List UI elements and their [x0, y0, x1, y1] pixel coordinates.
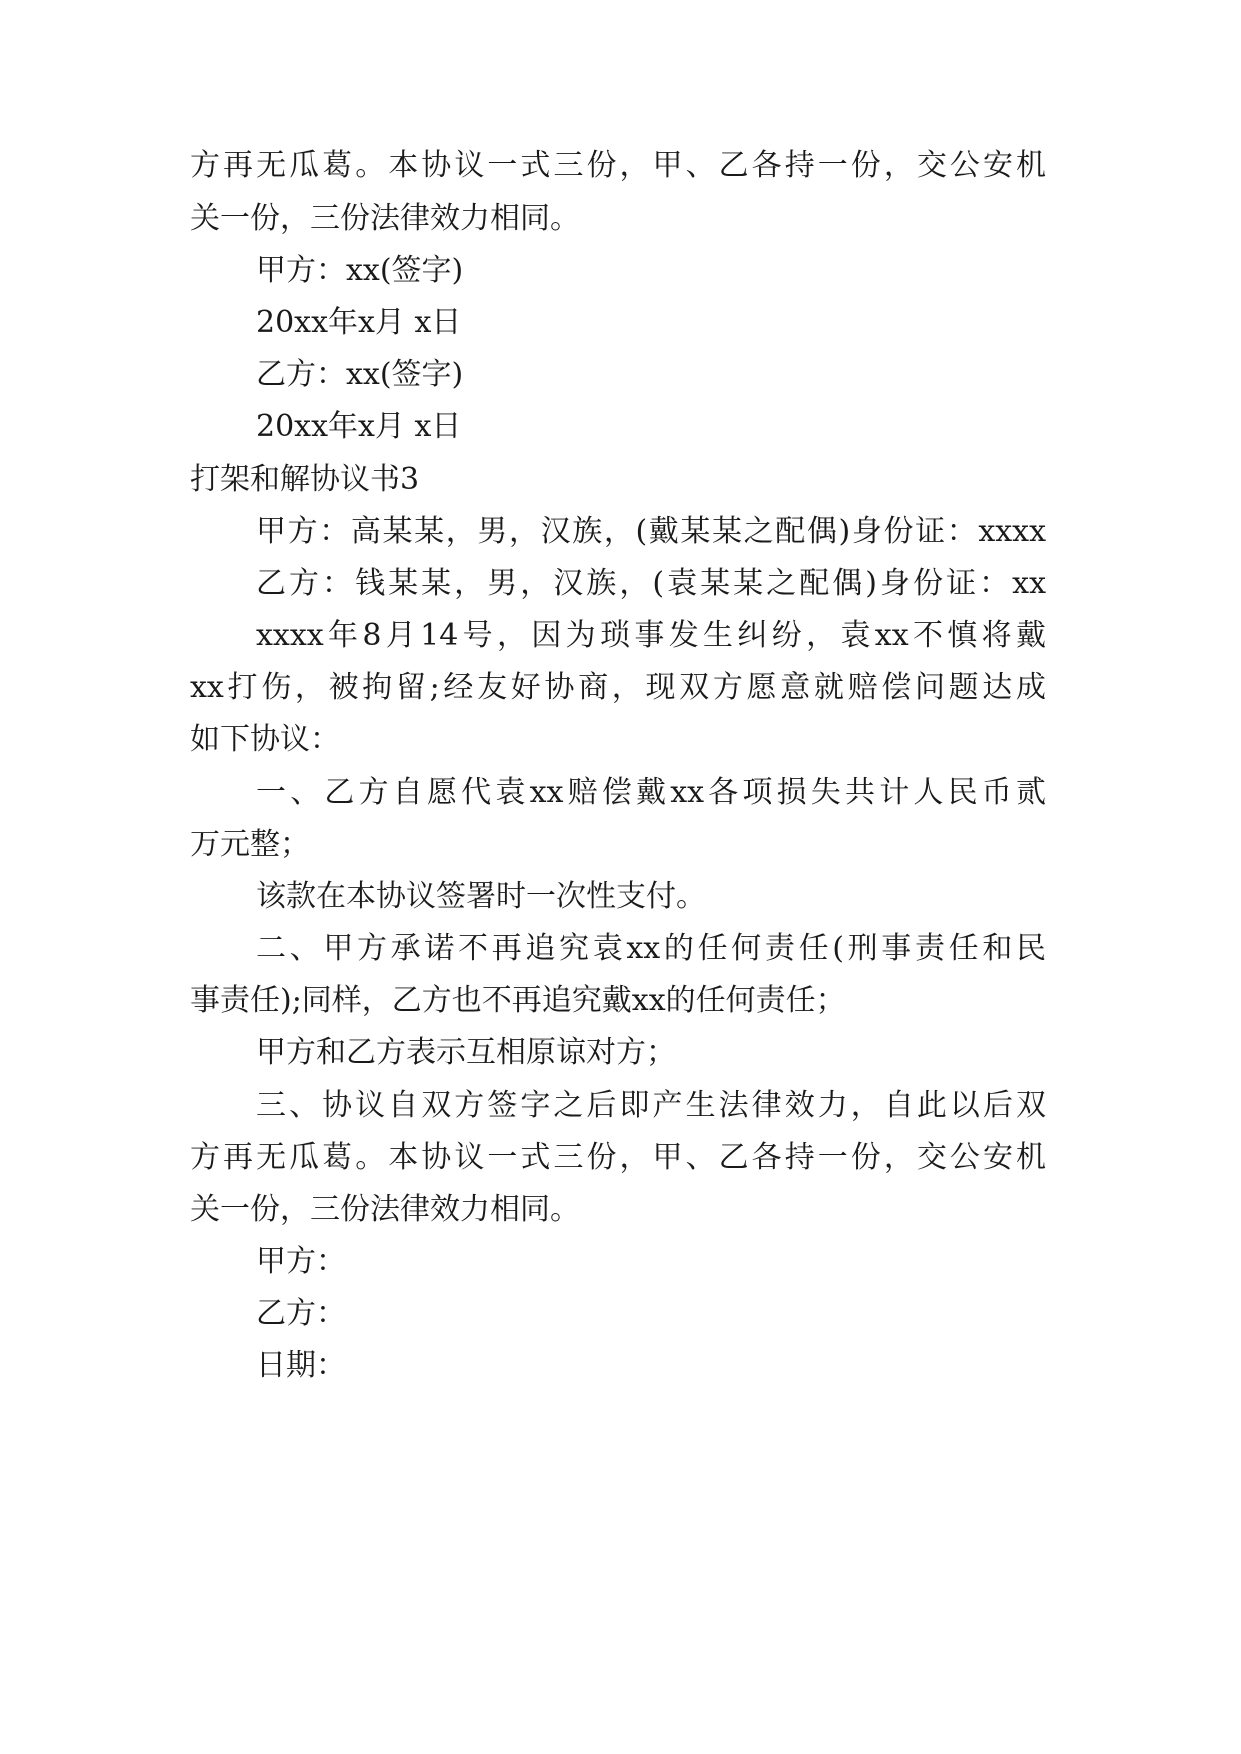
signature-label-party-a: 甲方： [256, 1244, 346, 1279]
text-line: 一、乙方自愿代袁xx赔偿戴xx各项损失共计人民币贰 [256, 775, 1046, 810]
text-line: 乙方：xx(签字) [256, 357, 464, 392]
text-line: xx打伤，被拘留;经友好协商，现双方愿意就赔偿问题达成 [190, 670, 1046, 705]
signature-label-party-b: 乙方： [256, 1296, 346, 1331]
text-line: 万元整； [190, 827, 310, 862]
text-line: 甲方：高某某，男，汉族，(戴某某之配偶)身份证：xxxx [256, 514, 1046, 549]
text-line: 事责任);同样，乙方也不再追究戴xx的任何责任； [190, 983, 846, 1018]
section-heading: 打架和解协议书3 [190, 462, 420, 497]
date-label: 日期： [256, 1348, 346, 1383]
text-line: 20xx年x月 x日 [256, 305, 462, 340]
text-line: 该款在本协议签署时一次性支付。 [256, 879, 706, 914]
text-line: 方再无瓜葛。本协议一式三份，甲、乙各持一份，交公安机 [190, 148, 1046, 183]
text-line: xxxx年8月14号，因为琐事发生纠纷，袁xx不慎将戴 [256, 618, 1046, 653]
text-line: 乙方：钱某某，男，汉族，(袁某某之配偶)身份证：xx [256, 566, 1046, 601]
text-line: 方再无瓜葛。本协议一式三份，甲、乙各持一份，交公安机 [190, 1140, 1046, 1175]
text-line: 二、甲方承诺不再追究袁xx的任何责任(刑事责任和民 [256, 931, 1046, 966]
text-line: 关一份，三份法律效力相同。 [190, 1192, 580, 1227]
text-line: 甲方和乙方表示互相原谅对方； [256, 1035, 676, 1070]
text-line: 关一份，三份法律效力相同。 [190, 201, 580, 236]
text-line: 甲方：xx(签字) [256, 253, 464, 288]
text-line: 如下协议： [190, 722, 340, 757]
text-line: 20xx年x月 x日 [256, 409, 462, 444]
text-line: 三、协议自双方签字之后即产生法律效力，自此以后双 [256, 1088, 1046, 1123]
